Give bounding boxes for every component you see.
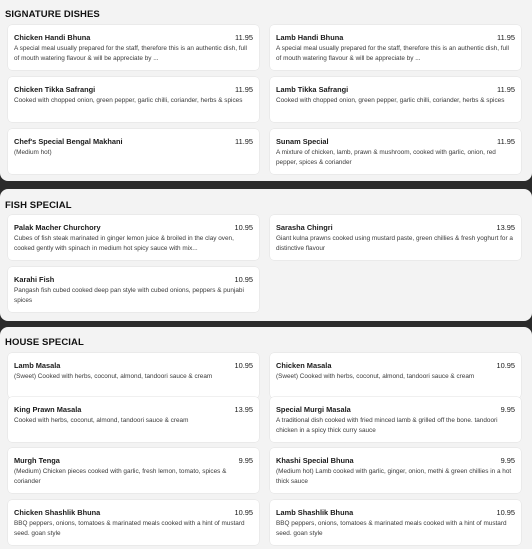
section-house-special <box>0 327 532 549</box>
menu-item-card[interactable] <box>270 129 521 174</box>
menu-item-price: 11.95 <box>235 85 253 94</box>
menu-item-price: 9.95 <box>500 456 515 465</box>
menu-item-name: Lamb Shashlik Bhuna <box>276 508 354 517</box>
menu-item-name: Khashi Special Bhuna <box>276 456 354 465</box>
menu-item-description: Cooked with chopped onion, green pepper, garlic chilli, coriander, herbs & spices <box>276 97 505 104</box>
menu-item-card[interactable] <box>270 448 521 493</box>
menu-item-name: Chicken Masala <box>276 361 332 370</box>
menu-item-price: 11.95 <box>497 137 515 146</box>
menu-item-price: 11.95 <box>497 85 515 94</box>
menu-item-description: (Medium) Chicken pieces cooked with garlic, fresh lemon, tomato, spices & coriander <box>14 468 227 485</box>
menu-item-name: Sunam Special <box>276 137 329 146</box>
menu-item-name: Chicken Handi Bhuna <box>14 33 91 42</box>
menu-item-description: A traditional dish cooked with fried minced lamb & grilled off the bone. tandoori chicken in a spicy thick curry sauce <box>276 417 498 434</box>
menu-item-price: 9.95 <box>500 405 515 414</box>
menu-item-card[interactable] <box>8 353 259 398</box>
menu-item-name: Chicken Shashlik Bhuna <box>14 508 101 517</box>
menu-item-name: Chef's Special Bengal Makhani <box>14 137 123 146</box>
menu-item-description: A special meal usually prepared for the staff, therefore this is an authentic dish, full of mouth watering flavour & will be appreciate by ... <box>276 45 509 62</box>
menu-item-description: (Medium hot) Lamb cooked with garlic, ginger, onion, methi & green chillies in a hot thick sauce <box>276 468 512 485</box>
menu-item-card[interactable] <box>8 215 259 260</box>
menu-item-card[interactable] <box>8 129 259 174</box>
menu-item-card[interactable] <box>270 77 521 122</box>
section-title: FISH SPECIAL <box>5 200 72 211</box>
menu-item-name: Chicken Tikka Safrangi <box>14 85 96 94</box>
menu-item-description: A mixture of chicken, lamb, prawn & mushroom, cooked with garlic, onion, red pepper, spices & coriander <box>276 149 496 166</box>
menu-item-description: (Sweet) Cooked with herbs, coconut, almond, tandoori sauce & cream <box>14 373 213 380</box>
menu-item-price: 10.95 <box>496 361 515 370</box>
menu-item-card[interactable] <box>270 500 521 545</box>
menu-item-card[interactable] <box>8 267 259 312</box>
menu-item-description: BBQ peppers, onions, tomatoes & marinated meals cooked with a hint of mustard seed. goan style <box>276 520 507 537</box>
menu-item-description: Cubes of fish steak marinated in ginger lemon juice & broiled in the clay oven, cooked gently with spinach in medium hot spicy sauce with mix... <box>14 235 234 252</box>
menu-item-name: Karahi Fish <box>14 275 55 284</box>
menu-item-name: Lamb Masala <box>14 361 61 370</box>
menu-item-card[interactable] <box>8 25 259 70</box>
menu-item-card[interactable] <box>270 397 521 442</box>
menu-item-price: 13.95 <box>496 223 515 232</box>
menu-item-card[interactable] <box>8 448 259 493</box>
menu-item-name: Palak Macher Churchory <box>14 223 101 232</box>
section-title: HOUSE SPECIAL <box>5 337 84 348</box>
menu-item-card[interactable] <box>270 25 521 70</box>
menu-item-name: Murgh Tenga <box>14 456 60 465</box>
menu-item-price: 10.95 <box>234 275 253 284</box>
menu-item-price: 11.95 <box>235 33 253 42</box>
menu-item-price: 11.95 <box>235 137 253 146</box>
menu-item-name: Lamb Handi Bhuna <box>276 33 344 42</box>
menu-item-price: 10.95 <box>234 508 253 517</box>
menu-item-price: 11.95 <box>497 33 515 42</box>
menu-item-description: (Medium hot) <box>14 149 52 156</box>
menu-item-name: Sarasha Chingri <box>276 223 333 232</box>
menu-item-price: 10.95 <box>234 361 253 370</box>
menu-item-price: 9.95 <box>238 456 253 465</box>
menu-item-name: Special Murgi Masala <box>276 405 351 414</box>
menu-item-card[interactable] <box>8 397 259 442</box>
menu-item-price: 10.95 <box>496 508 515 517</box>
menu-item-name: King Prawn Masala <box>14 405 82 414</box>
menu-item-description: Cooked with herbs, coconut, almond, tandoori sauce & cream <box>14 417 189 424</box>
menu-item-description: Pangash fish cubed cooked deep pan style with cubed onions, peppers & punjabi spices <box>14 287 244 304</box>
menu-item-description: BBQ peppers, onions, tomatoes & marinated meals cooked with a hint of mustard seed. goan style <box>14 520 245 537</box>
section-title: SIGNATURE DISHES <box>5 9 100 20</box>
menu-item-name: Lamb Tikka Safrangi <box>276 85 349 94</box>
menu-item-card[interactable] <box>270 353 521 398</box>
section-signature-dishes <box>0 0 532 181</box>
section-fish-special <box>0 189 532 321</box>
menu-item-card[interactable] <box>270 215 521 260</box>
menu-item-price: 10.95 <box>234 223 253 232</box>
menu-item-card[interactable] <box>8 77 259 122</box>
menu-item-description: (Sweet) Cooked with herbs, coconut, almond, tandoori sauce & cream <box>276 373 475 380</box>
menu-item-description: Cooked with chopped onion, green pepper, garlic chilli, coriander, herbs & spices <box>14 97 243 104</box>
menu-item-description: Giant kulna prawns cooked using mustard paste, green chillies & fresh yoghurt for a distinctive flavour <box>276 235 513 252</box>
menu-item-description: A special meal usually prepared for the staff, therefore this is an authentic dish, full of mouth watering flavour & will be appreciate by ... <box>14 45 247 62</box>
menu-item-price: 13.95 <box>234 405 253 414</box>
menu-item-card[interactable] <box>8 500 259 545</box>
